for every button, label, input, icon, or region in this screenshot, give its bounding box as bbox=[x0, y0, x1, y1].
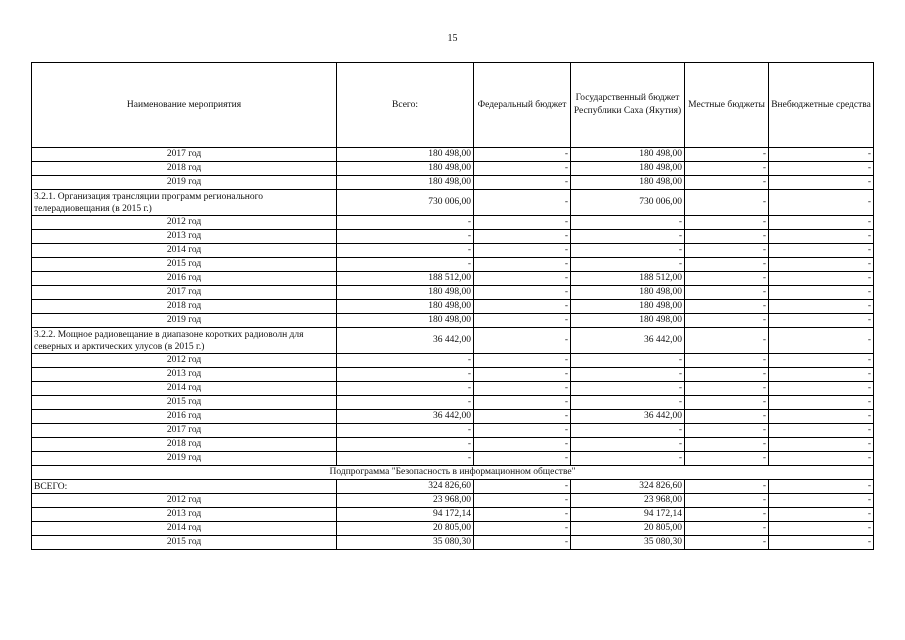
cell-name: 2017 год bbox=[32, 424, 337, 438]
subprogram-row bbox=[32, 466, 874, 480]
cell-extra: - bbox=[769, 272, 874, 286]
cell-state: - bbox=[571, 452, 685, 466]
cell-local: - bbox=[685, 536, 769, 550]
table-body bbox=[32, 148, 874, 550]
cell-local: - bbox=[685, 438, 769, 452]
cell-name: 2017 год bbox=[32, 286, 337, 300]
cell-state: 180 498,00 bbox=[571, 300, 685, 314]
table-row bbox=[32, 536, 874, 550]
col-header-state: Государственный бюджет Республики Саха (Якутия) bbox=[571, 63, 685, 148]
col-header-federal: Федеральный бюджет bbox=[474, 63, 571, 148]
cell-name: 2018 год bbox=[32, 162, 337, 176]
cell-state: 324 826,60 bbox=[571, 480, 685, 494]
cell-state: - bbox=[571, 216, 685, 230]
cell-total: 180 498,00 bbox=[337, 148, 474, 162]
cell-federal: - bbox=[474, 258, 571, 272]
col-header-total: Всего: bbox=[337, 63, 474, 148]
cell-federal: - bbox=[474, 494, 571, 508]
cell-extra: - bbox=[769, 494, 874, 508]
col-header-extra: Внебюджетные средства bbox=[769, 63, 874, 148]
cell-federal: - bbox=[474, 536, 571, 550]
cell-local: - bbox=[685, 480, 769, 494]
col-header-name: Наименование мероприятия bbox=[32, 63, 337, 148]
cell-federal: - bbox=[474, 176, 571, 190]
cell-state: 730 006,00 bbox=[571, 190, 685, 216]
cell-total: 36 442,00 bbox=[337, 328, 474, 354]
table-row bbox=[32, 410, 874, 424]
cell-name: 2015 год bbox=[32, 536, 337, 550]
cell-federal: - bbox=[474, 272, 571, 286]
cell-total: - bbox=[337, 382, 474, 396]
cell-local: - bbox=[685, 368, 769, 382]
table-row bbox=[32, 272, 874, 286]
cell-local: - bbox=[685, 354, 769, 368]
table-row bbox=[32, 508, 874, 522]
table-row bbox=[32, 300, 874, 314]
col-header-local: Местные бюджеты bbox=[685, 63, 769, 148]
cell-extra: - bbox=[769, 148, 874, 162]
cell-name: ВСЕГО: bbox=[32, 480, 337, 494]
cell-name: 2014 год bbox=[32, 522, 337, 536]
cell-federal: - bbox=[474, 452, 571, 466]
cell-total: - bbox=[337, 452, 474, 466]
cell-local: - bbox=[685, 300, 769, 314]
table-row bbox=[32, 176, 874, 190]
cell-federal: - bbox=[474, 354, 571, 368]
cell-extra: - bbox=[769, 410, 874, 424]
table-row bbox=[32, 216, 874, 230]
cell-total: - bbox=[337, 216, 474, 230]
cell-total: - bbox=[337, 244, 474, 258]
cell-extra: - bbox=[769, 438, 874, 452]
cell-total: - bbox=[337, 424, 474, 438]
table-row bbox=[32, 424, 874, 438]
table-row bbox=[32, 328, 874, 354]
cell-state: 36 442,00 bbox=[571, 328, 685, 354]
table-row bbox=[32, 244, 874, 258]
cell-total: 94 172,14 bbox=[337, 508, 474, 522]
cell-extra: - bbox=[769, 190, 874, 216]
cell-extra: - bbox=[769, 300, 874, 314]
cell-local: - bbox=[685, 314, 769, 328]
cell-total: - bbox=[337, 396, 474, 410]
cell-federal: - bbox=[474, 480, 571, 494]
cell-local: - bbox=[685, 382, 769, 396]
cell-state: - bbox=[571, 368, 685, 382]
cell-state: 20 805,00 bbox=[571, 522, 685, 536]
cell-total: 324 826,60 bbox=[337, 480, 474, 494]
cell-total: 180 498,00 bbox=[337, 314, 474, 328]
cell-extra: - bbox=[769, 244, 874, 258]
table-row bbox=[32, 522, 874, 536]
cell-extra: - bbox=[769, 354, 874, 368]
cell-name: 3.2.1. Организация трансляции программ регионального телерадиовещания (в 2015 г.) bbox=[32, 190, 337, 216]
cell-name: 2015 год bbox=[32, 258, 337, 272]
cell-state: 188 512,00 bbox=[571, 272, 685, 286]
cell-state: 180 498,00 bbox=[571, 314, 685, 328]
table-row bbox=[32, 162, 874, 176]
cell-total: 188 512,00 bbox=[337, 272, 474, 286]
cell-local: - bbox=[685, 396, 769, 410]
cell-extra: - bbox=[769, 286, 874, 300]
cell-local: - bbox=[685, 522, 769, 536]
cell-federal: - bbox=[474, 508, 571, 522]
cell-federal: - bbox=[474, 286, 571, 300]
cell-total: - bbox=[337, 258, 474, 272]
table-row bbox=[32, 396, 874, 410]
cell-local: - bbox=[685, 244, 769, 258]
cell-name: 2014 год bbox=[32, 382, 337, 396]
page-number: 15 bbox=[447, 33, 458, 44]
cell-local: - bbox=[685, 286, 769, 300]
cell-state: - bbox=[571, 354, 685, 368]
cell-extra: - bbox=[769, 258, 874, 272]
budget-table bbox=[31, 62, 874, 550]
cell-local: - bbox=[685, 328, 769, 354]
cell-name: 2019 год bbox=[32, 452, 337, 466]
cell-local: - bbox=[685, 508, 769, 522]
cell-name: 2012 год bbox=[32, 494, 337, 508]
subprogram-title: Подпрограмма "Безопасность в информационном обществе" bbox=[32, 466, 874, 480]
cell-state: 36 442,00 bbox=[571, 410, 685, 424]
table-row bbox=[32, 438, 874, 452]
cell-extra: - bbox=[769, 328, 874, 354]
cell-local: - bbox=[685, 190, 769, 216]
cell-total: - bbox=[337, 438, 474, 452]
cell-local: - bbox=[685, 410, 769, 424]
cell-total: 180 498,00 bbox=[337, 300, 474, 314]
cell-local: - bbox=[685, 494, 769, 508]
cell-federal: - bbox=[474, 410, 571, 424]
cell-extra: - bbox=[769, 396, 874, 410]
cell-name: 2019 год bbox=[32, 176, 337, 190]
cell-extra: - bbox=[769, 230, 874, 244]
cell-state: 23 968,00 bbox=[571, 494, 685, 508]
cell-name: 2016 год bbox=[32, 272, 337, 286]
table-row bbox=[32, 354, 874, 368]
cell-total: 20 805,00 bbox=[337, 522, 474, 536]
table-row bbox=[32, 382, 874, 396]
cell-total: - bbox=[337, 354, 474, 368]
cell-local: - bbox=[685, 424, 769, 438]
cell-federal: - bbox=[474, 230, 571, 244]
cell-total: 35 080,30 bbox=[337, 536, 474, 550]
cell-extra: - bbox=[769, 162, 874, 176]
cell-extra: - bbox=[769, 508, 874, 522]
table-row bbox=[32, 190, 874, 216]
cell-state: 180 498,00 bbox=[571, 176, 685, 190]
cell-name: 2012 год bbox=[32, 354, 337, 368]
cell-federal: - bbox=[474, 396, 571, 410]
cell-federal: - bbox=[474, 438, 571, 452]
cell-state: 180 498,00 bbox=[571, 162, 685, 176]
cell-name: 3.2.2. Мощное радиовещание в диапазоне коротких радиоволн для северных и арктических улусов (в 2015 г.) bbox=[32, 328, 337, 354]
cell-local: - bbox=[685, 452, 769, 466]
cell-federal: - bbox=[474, 328, 571, 354]
cell-extra: - bbox=[769, 522, 874, 536]
cell-state: - bbox=[571, 244, 685, 258]
table-row bbox=[32, 230, 874, 244]
cell-local: - bbox=[685, 258, 769, 272]
cell-federal: - bbox=[474, 314, 571, 328]
cell-federal: - bbox=[474, 190, 571, 216]
cell-federal: - bbox=[474, 162, 571, 176]
cell-federal: - bbox=[474, 522, 571, 536]
cell-name: 2018 год bbox=[32, 438, 337, 452]
cell-local: - bbox=[685, 272, 769, 286]
cell-total: 36 442,00 bbox=[337, 410, 474, 424]
cell-federal: - bbox=[474, 382, 571, 396]
cell-federal: - bbox=[474, 368, 571, 382]
cell-name: 2014 год bbox=[32, 244, 337, 258]
cell-name: 2019 год bbox=[32, 314, 337, 328]
table-row bbox=[32, 286, 874, 300]
cell-state: 94 172,14 bbox=[571, 508, 685, 522]
cell-federal: - bbox=[474, 244, 571, 258]
cell-state: - bbox=[571, 396, 685, 410]
cell-state: 180 498,00 bbox=[571, 286, 685, 300]
table-row bbox=[32, 314, 874, 328]
cell-state: - bbox=[571, 424, 685, 438]
cell-name: 2016 год bbox=[32, 410, 337, 424]
cell-federal: - bbox=[474, 424, 571, 438]
cell-state: - bbox=[571, 258, 685, 272]
cell-total: 180 498,00 bbox=[337, 162, 474, 176]
table-row bbox=[32, 368, 874, 382]
cell-local: - bbox=[685, 230, 769, 244]
cell-state: - bbox=[571, 382, 685, 396]
cell-extra: - bbox=[769, 314, 874, 328]
cell-total: - bbox=[337, 230, 474, 244]
cell-extra: - bbox=[769, 382, 874, 396]
total-row bbox=[32, 480, 874, 494]
cell-name: 2015 год bbox=[32, 396, 337, 410]
cell-federal: - bbox=[474, 300, 571, 314]
cell-extra: - bbox=[769, 424, 874, 438]
cell-local: - bbox=[685, 176, 769, 190]
cell-local: - bbox=[685, 162, 769, 176]
cell-extra: - bbox=[769, 536, 874, 550]
table-row bbox=[32, 148, 874, 162]
cell-name: 2018 год bbox=[32, 300, 337, 314]
cell-name: 2013 год bbox=[32, 508, 337, 522]
cell-federal: - bbox=[474, 216, 571, 230]
table-row bbox=[32, 494, 874, 508]
cell-state: 35 080,30 bbox=[571, 536, 685, 550]
cell-extra: - bbox=[769, 480, 874, 494]
cell-total: - bbox=[337, 368, 474, 382]
cell-extra: - bbox=[769, 452, 874, 466]
cell-extra: - bbox=[769, 216, 874, 230]
cell-state: 180 498,00 bbox=[571, 148, 685, 162]
cell-extra: - bbox=[769, 176, 874, 190]
header-row bbox=[32, 63, 874, 148]
cell-name: 2013 год bbox=[32, 230, 337, 244]
cell-total: 23 968,00 bbox=[337, 494, 474, 508]
table-row bbox=[32, 258, 874, 272]
cell-name: 2012 год bbox=[32, 216, 337, 230]
cell-total: 730 006,00 bbox=[337, 190, 474, 216]
cell-name: 2017 год bbox=[32, 148, 337, 162]
cell-local: - bbox=[685, 148, 769, 162]
cell-state: - bbox=[571, 438, 685, 452]
cell-state: - bbox=[571, 230, 685, 244]
cell-total: 180 498,00 bbox=[337, 286, 474, 300]
cell-extra: - bbox=[769, 368, 874, 382]
cell-total: 180 498,00 bbox=[337, 176, 474, 190]
table-row bbox=[32, 452, 874, 466]
cell-local: - bbox=[685, 216, 769, 230]
cell-name: 2013 год bbox=[32, 368, 337, 382]
cell-federal: - bbox=[474, 148, 571, 162]
